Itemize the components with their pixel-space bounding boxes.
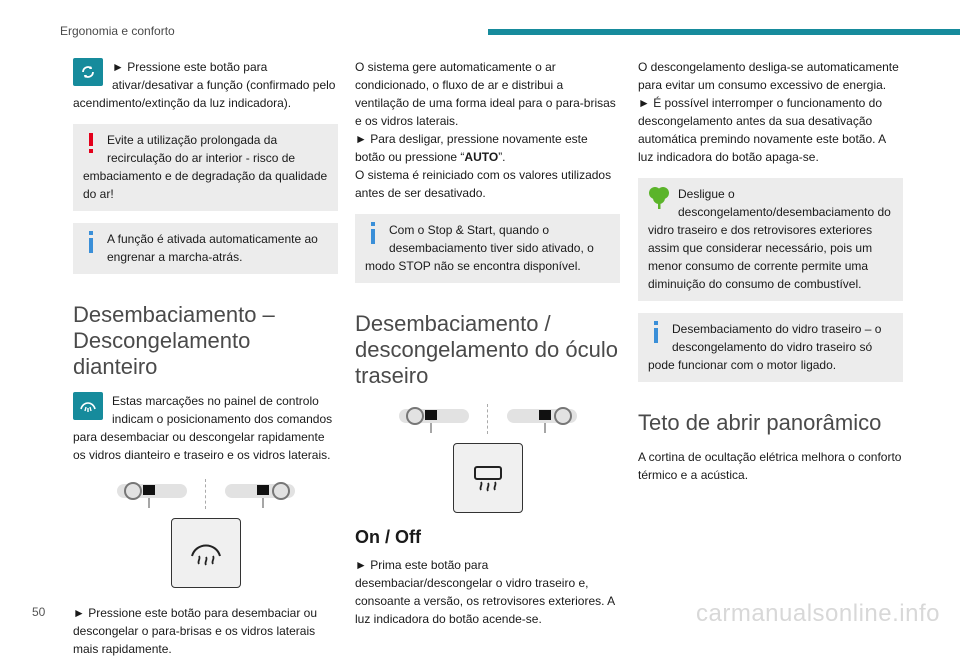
front-defrost-icon [73,392,103,420]
section-title-front-defrost: Desembaciamento – Descongelamento dianteiro [73,302,275,379]
auto-text-2b: ”. [498,150,506,164]
auto-text-1: O sistema gere automaticamente o ar condicionado, o fluxo de ar e distribui a ventilação de uma forma ideal para o para-brisas e os vidros laterais. [355,60,616,128]
section-title-panoramic-roof: Teto de abrir panorâmico [638,410,882,435]
separator [205,479,207,509]
info-box [638,313,903,382]
column-2 [355,58,620,628]
rear-defrost-icon [470,463,506,493]
rear-press-text: ► Prima este botão para desembaciar/descongelar o vidro traseiro e, consoante a versão, os retrovisores exteriores. A luz indicadora do botão acende-se. [355,558,615,626]
steering-wheel-icon [395,401,475,437]
warning-text: Evite a utilização prolongada da recirculação do ar interior - risco de embaciamento e de degradação da qualidade do ar! [83,133,328,201]
header-section-title: Ergonomia e conforto [60,24,175,38]
warning-icon [81,132,101,154]
front-press-text: ► Pressione este botão para desembaciar ou descongelar o para-brisas e os vidros laterais mais rapidamente. [73,606,318,656]
steering-wheel-icon [501,401,581,437]
info-text: Desembaciamento do vidro traseiro – o descongelamento do vidro traseiro só pode funcionar com o motor ligado. [648,322,882,372]
info-box [73,223,338,274]
eco-icon [646,186,672,208]
info-icon [81,231,101,253]
steering-wheel-icon [219,476,299,512]
watermark: carmanualsonline.info [696,600,940,627]
info-icon [363,222,383,244]
info-text: Com o Stop & Start, quando o desembaciamento tiver sido ativado, o modo STOP não se encontra disponível. [365,223,594,273]
page-number: 50 [32,605,46,619]
auto-text-2a: ► Para desligar, pressione novamente este botão ou pressione “ [355,132,588,164]
column-3 [638,58,903,484]
eco-box [638,178,903,301]
recirculation-text: ► Pressione este botão para ativar/desativar a função (confirmado pelo acendimento/extinção da luz indicadora). [73,60,336,110]
eco-text: Desligue o descongelamento/desembaciamento do vidro traseiro e dos retrovisores exteriores assim que considerar necessário, pois um menor consumo de corrente permite uma diminuição do consumo de combustível. [648,187,891,291]
rear-defrost-button [453,443,523,513]
col3-text-2: ► É possível interromper o funcionamento do descongelamento antes da sua desativação automática premindo novamente este botão. A luz indicadora do botão apaga-se. [638,96,886,164]
info-box [355,214,620,283]
onoff-title: On / Off [355,527,421,547]
control-panel-markings [73,476,338,512]
info-text: A função é ativada automaticamente ao engrenar a marcha-atrás. [107,232,318,264]
markings-paragraph [73,392,338,464]
auto-text-2 [355,130,620,166]
warning-box [73,124,338,211]
front-defrost-icon [188,538,224,568]
col3-text-1: O descongelamento desliga-se automaticamente para evitar um consumo excessivo de energia. [638,60,899,92]
section-title-rear-defrost: Desembaciamento / descongelamento do óculo traseiro [355,311,618,388]
control-panel-markings [355,401,620,437]
recirculation-icon [73,58,103,86]
column-1 [73,58,338,658]
recirculation-paragraph [73,58,338,112]
info-icon [646,321,666,343]
auto-text-3: O sistema é reiniciado com os valores utilizados antes de ser desativado. [355,168,612,200]
auto-bold: AUTO [464,150,499,164]
roof-text: A cortina de ocultação elétrica melhora o conforto térmico e a acústica. [638,450,902,482]
separator [487,404,489,434]
markings-text: Estas marcações no painel de controlo indicam o posicionamento dos comandos para desembaciar ou descongelar rapidamente os vidros dianteiro e traseiro e os vidros laterais. [73,394,333,462]
front-defrost-button [171,518,241,588]
header-accent-bar [488,29,960,35]
steering-wheel-icon [113,476,193,512]
